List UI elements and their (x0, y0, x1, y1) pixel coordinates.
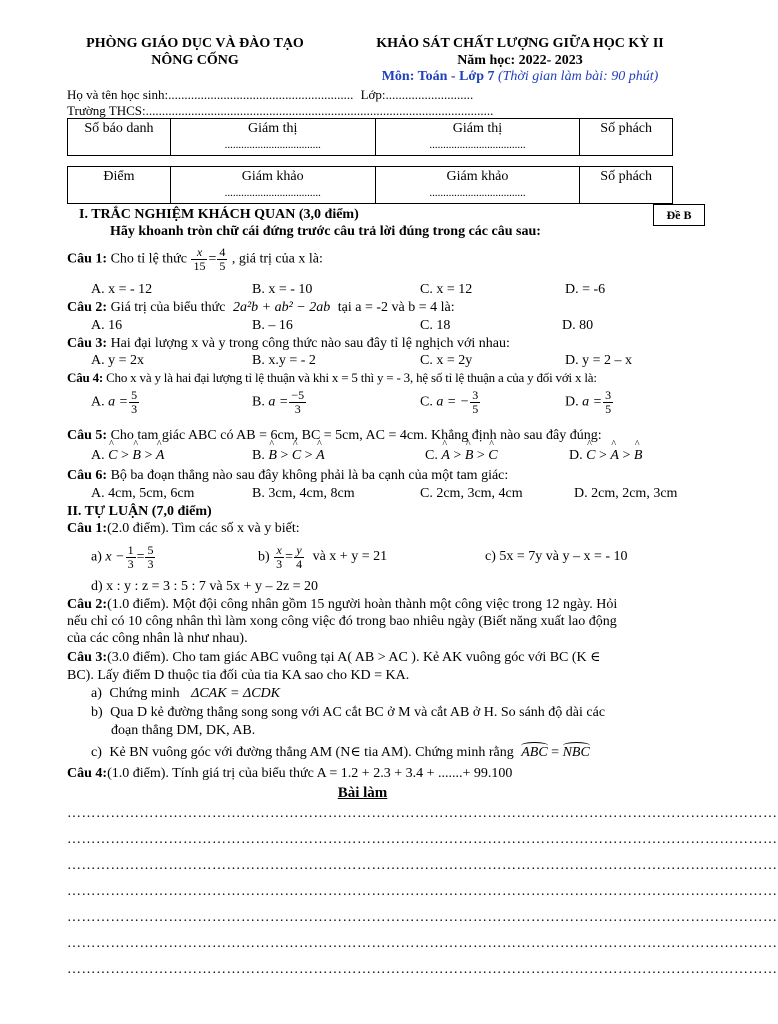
essay-question-3: Câu 3:(3.0 điểm). Cho tam giác ABC vuông tại A( AB > AC ). Kẻ AK vuông góc với BC (K ∈ (67, 650, 601, 665)
essay-q1-part-a: a) x − $\frac{1}{3}$ = $\frac{5}{3}$ (91, 543, 154, 571)
q1-option-a[interactable]: A. x = - 12 (91, 282, 153, 297)
answer-line-2[interactable]: ………………………………………………………………………………………………………………………………… (67, 832, 778, 847)
answer-title: Bài làm (337, 785, 388, 801)
answer-line-5[interactable]: ………………………………………………………………………………………………………………………………… (67, 910, 778, 925)
question-4: Câu 4: Cho x và y là hai đại lượng tỉ lệ thuận và khi x = 5 thì y = - 3, hệ số tỉ lệ thuận a của y đối với x là: (67, 370, 597, 385)
exam-code-box: Đề B (653, 204, 705, 226)
part1-title: I. TRẮC NGHIỆM KHÁCH QUAN (3,0 điểm) (79, 207, 359, 222)
fraction-x-15: $\frac{x}{15}$ (193, 245, 206, 273)
q5-option-d[interactable]: D. ^ C > ^ A > ^ B (569, 448, 642, 464)
q4-option-c[interactable]: C. a = − $\frac{3}{5}$ (420, 388, 479, 416)
proctor-1-cell: Giám thị ................................... (170, 119, 375, 156)
q6-option-d[interactable]: D. 2cm, 2cm, 3cm (574, 486, 678, 501)
score-cell: Điểm (68, 167, 171, 204)
essay-q3-part-b-line2: đoạn thẳng DM, DK, AB. (111, 723, 256, 738)
q2-option-b[interactable]: B. – 16 (252, 318, 293, 333)
q4-option-a[interactable]: A. a = $\frac{5}{3}$ (91, 388, 138, 416)
essay-question-4: Câu 4:(1.0 điểm). Tính giá trị của biểu thức A = 1.2 + 2.3 + 3.4 + .......+ 99.100 (67, 766, 513, 781)
q4-option-d[interactable]: D. a = $\frac{3}{5}$ (565, 388, 612, 416)
q2-option-c[interactable]: C. 18 (420, 318, 451, 333)
fraction-4-5: $\frac{4}{5}$ (219, 245, 226, 273)
q1-option-c[interactable]: C. x = 12 (420, 282, 473, 297)
proctor-2-cell: Giám thị ................................... (375, 119, 580, 156)
part2-title: II. TỰ LUẬN (7,0 điểm) (67, 504, 212, 519)
q4-option-b[interactable]: B. a = $\frac{-5}{3}$ (252, 388, 305, 416)
answer-line-7[interactable]: ………………………………………………………………………………………………………………………………… (67, 962, 778, 977)
q1-option-d[interactable]: D. = -6 (565, 282, 606, 297)
class-label: Lớp:........................... (360, 87, 474, 102)
proctor-table (67, 118, 673, 156)
q5-option-c[interactable]: C. ^ A > ^ B > ^ C (425, 448, 498, 464)
answer-line-4[interactable]: ………………………………………………………………………………………………………………………………… (67, 884, 778, 899)
essay-q3-part-c: c) Kẻ BN vuông góc với đường thẳng AM (N∈ tia AM). Chứng minh rằng ABC = NBC (91, 745, 590, 760)
subject-label: Môn: Toán - Lớp 7 (381, 69, 495, 84)
q6-option-c[interactable]: C. 2cm, 3cm, 4cm (420, 486, 523, 501)
q1-option-b[interactable]: B. x = - 10 (252, 282, 313, 297)
secret-code-cell-2: Số phách (580, 167, 673, 204)
essay-q3-part-a: a) Chứng minh ΔCAK = ΔCDK (91, 686, 281, 701)
student-name-line (67, 88, 473, 103)
school-line: Trường THCS:........................................................................................................... (67, 103, 494, 118)
school-year: Năm học: 2022- 2023 (457, 53, 583, 68)
q5-option-a[interactable]: A. ^ C > ^ B > ^ A (91, 448, 164, 464)
grader-1-cell: Giám khảo ................................... (170, 167, 375, 204)
q3-option-a[interactable]: A. y = 2x (91, 353, 145, 368)
candidate-number-cell: Số báo danh (68, 119, 171, 156)
question-1: Câu 1: Cho tỉ lệ thức $\frac{x}{15}$ = $\frac{4}{5}$ , giá trị của x là: (67, 245, 323, 273)
question-6: Câu 6: Bộ ba đoạn thẳng nào sau đây không phải là ba cạnh của một tam giác: (67, 468, 509, 483)
subject-line (330, 69, 710, 85)
essay-question-2: Câu 2:(1.0 điểm). Một đội công nhân gồm 15 người hoàn thành một công việc trong 12 ngày. Hỏi (67, 597, 618, 612)
question-5: Câu 5: Cho tam giác ABC có AB = 6cm, BC = 5cm, AC = 4cm. Khẳng định nào sau đây đúng: (67, 428, 602, 443)
student-name-label: Họ và tên học sinh:......................................................... (67, 87, 354, 102)
answer-line-6[interactable]: ………………………………………………………………………………………………………………………………… (67, 936, 778, 951)
time-label: (Thời gian làm bài: 90 phút) (497, 69, 659, 84)
essay-q3-part-b: b) Qua D kẻ đường thẳng song song với AC cắt BC ở M và cắt AB ở H. So sánh độ dài các (91, 705, 606, 720)
q5-option-b[interactable]: B. ^ B > ^ C > ^ A (252, 448, 325, 464)
part1-instruction: Hãy khoanh tròn chữ cái đứng trước câu trả lời đúng trong các câu sau: (110, 224, 541, 239)
essay-q2-line3: của các công nhân là như nhau). (67, 631, 248, 646)
q3-option-d[interactable]: D. y = 2 – x (565, 353, 633, 368)
district-name: NÔNG CỐNG (151, 53, 239, 68)
essay-q3-line2: BC). Lấy điểm D thuộc tia đối của tia KA sao cho KD = KA. (67, 668, 410, 683)
answer-line-3[interactable]: ………………………………………………………………………………………………………………………………… (67, 858, 778, 873)
grader-2-cell: Giám khảo ................................... (375, 167, 580, 204)
question-3: Câu 3: Hai đại lượng x và y trong công thức nào sau đây tỉ lệ nghịch với nhau: (67, 336, 510, 351)
secret-code-cell-1: Số phách (580, 119, 673, 156)
essay-q1-part-d: d) x : y : z = 3 : 5 : 7 và 5x + y – 2z = 20 (91, 579, 319, 594)
answer-line-1[interactable]: ………………………………………………………………………………………………………………………………… (67, 806, 778, 821)
q6-option-a[interactable]: A. 4cm, 5cm, 6cm (91, 486, 195, 501)
q2-option-d[interactable]: D. 80 (562, 318, 594, 333)
essay-question-1: Câu 1:(2.0 điểm). Tìm các số x và y biết: (67, 521, 300, 536)
grader-table (67, 166, 673, 204)
exam-title: KHẢO SÁT CHẤT LƯỢNG GIỮA HỌC KỲ II (376, 36, 664, 51)
q6-option-b[interactable]: B. 3cm, 4cm, 8cm (252, 486, 355, 501)
essay-q2-line2: nếu chỉ có 10 công nhân thì làm xong công việc đó trong bao nhiêu ngày (Biết năng xuất lao động (67, 614, 617, 629)
q3-option-b[interactable]: B. x.y = - 2 (252, 353, 316, 368)
question-2: Câu 2: Giá trị của biểu thức 2a²b + ab² − 2ab tại a = -2 và b = 4 là: (67, 300, 455, 315)
essay-q1-part-b: b) $\frac{x}{3}$ = $\frac{y}{4}$ và x + y = 21 (258, 543, 388, 571)
essay-q1-part-c: c) 5x = 7y và y – x = - 10 (485, 549, 628, 564)
department-name: PHÒNG GIÁO DỤC VÀ ĐÀO TẠO (86, 36, 304, 51)
q2-option-a[interactable]: A. 16 (91, 318, 123, 333)
q3-option-c[interactable]: C. x = 2y (420, 353, 473, 368)
